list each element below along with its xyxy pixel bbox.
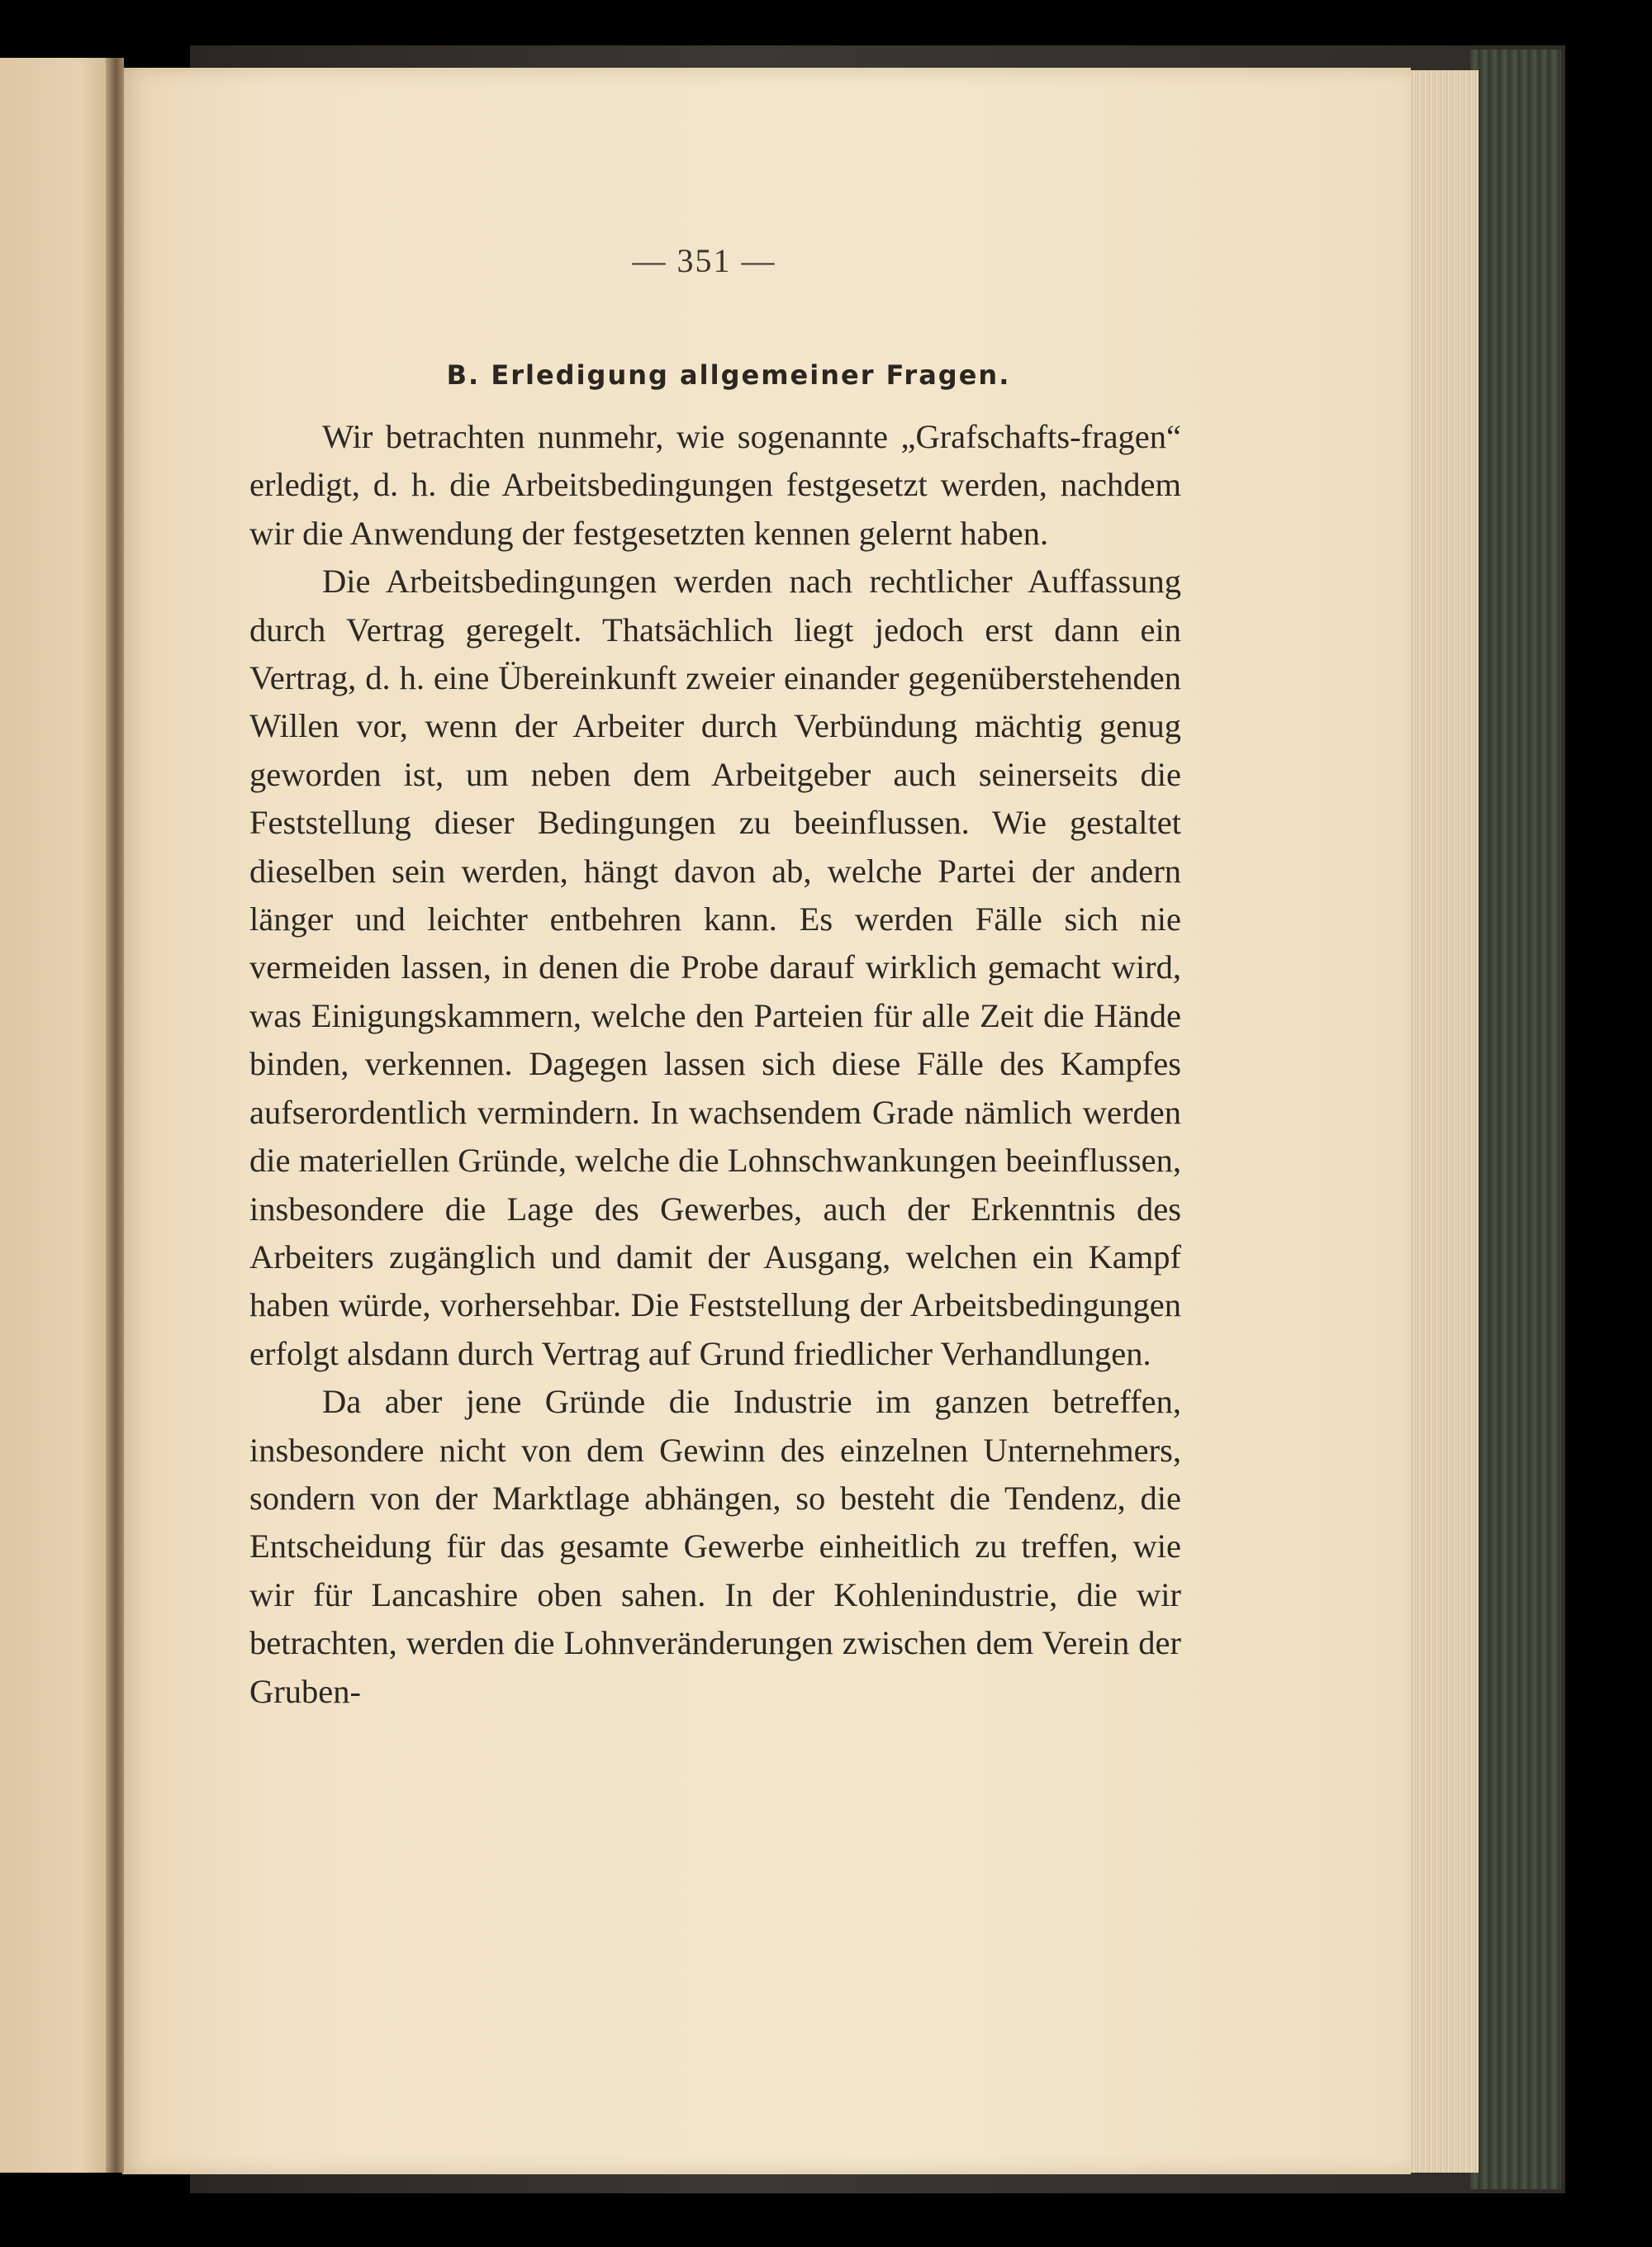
paragraph: Da aber jene Gründe die Industrie im ganzen betreffen, insbesondere nicht von dem Gewinn des einzelnen Unternehmers, sondern von der Marktlage abhängen, so besteht die Tendenz, die Entscheidung für das gesamte Gewerbe einheitlich zu treffen, wie wir für Lancashire oben sahen. In der Kohlenindustrie, die wir betrachten, werden die Lohnveränderungen zwischen dem Verein der Gruben- bbox=[249, 1383, 1181, 1710]
body-text bbox=[249, 413, 1181, 1716]
left-page-edge bbox=[0, 58, 116, 2173]
cover-board-edge bbox=[1470, 50, 1561, 2189]
page-stack-edges bbox=[1404, 70, 1479, 2173]
section-heading: B. Erledigung allgemeiner Fragen. bbox=[446, 359, 1011, 391]
book-gutter bbox=[106, 58, 124, 2173]
paragraph: Die Arbeitsbedingungen werden nach rechtlicher Auffassung durch Vertrag geregelt. Thatsächlich liegt jedoch erst dann ein Vertrag, d. h. eine Übereinkunft zweier einander gegenüberstehenden Willen vor, wenn der Arbeiter durch Verbündung mächtig genug geworden ist, um neben dem Arbeitgeber auch seinerseits die Feststellung dieser Bedingungen zu beeinflussen. Wie gestaltet dieselben sein werden, hängt davon ab, welche Partei der andern länger und leichter entbehren kann. Es werden Fälle sich nie vermeiden lassen, in denen die Probe darauf wirklich gemacht wird, was Einigungskammern, welche den Parteien für alle Zeit die Hände binden, verkennen. Dagegen lassen sich diese Fälle des Kampfes aufserordentlich vermindern. In wachsendem Grade nämlich werden die materiellen Gründe, welche die Lohnschwankungen beeinflussen, insbesondere die Lage des Gewerbes, auch der Erkenntnis des Arbeiters zugänglich und damit der Ausgang, welchen ein Kampf haben würde, vorhersehbar. Die Feststellung der Arbeitsbedingungen erfolgt alsdann durch Vertrag auf Grund friedlicher Verhandlungen. bbox=[249, 563, 1181, 1372]
page-number: — 351 — bbox=[632, 242, 776, 279]
paragraph: Wir betrachten nunmehr, wie sogenannte „Grafschafts-fragen“ erledigt, d. h. die Arbeitsbedingungen festgesetzt werden, nachdem wir die Anwendung der festgesetzten kennen gelernt haben. bbox=[249, 418, 1181, 552]
